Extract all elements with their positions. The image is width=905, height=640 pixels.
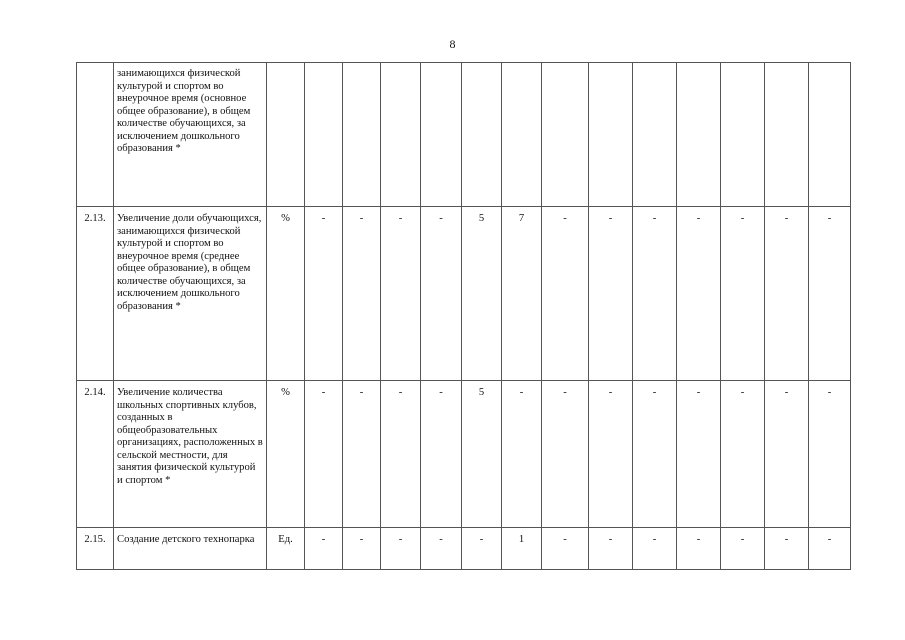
value-cell: -	[677, 528, 721, 570]
value-cell: -	[677, 207, 721, 381]
indicators-table	[76, 62, 851, 570]
value-cell: -	[343, 528, 381, 570]
value-cell: 5	[462, 207, 502, 381]
value-cell	[633, 63, 677, 207]
page-number: 8	[449, 37, 456, 51]
row-number	[77, 63, 114, 207]
value-cell	[502, 63, 542, 207]
value-cell: -	[381, 528, 421, 570]
value-cell: -	[462, 528, 502, 570]
value-cell: -	[633, 207, 677, 381]
value-cell: -	[421, 528, 462, 570]
value-cell: -	[809, 381, 851, 528]
value-cell: -	[343, 381, 381, 528]
value-cell: -	[721, 207, 765, 381]
value-cell	[381, 63, 421, 207]
value-cell: -	[589, 207, 633, 381]
value-cell: -	[721, 381, 765, 528]
value-cell: -	[765, 381, 809, 528]
indicator-name: Создание детского технопарка	[114, 528, 267, 570]
value-cell	[305, 63, 343, 207]
row-number: 2.14.	[77, 381, 114, 528]
value-cell: 5	[462, 381, 502, 528]
value-cell: -	[809, 207, 851, 381]
value-cell: -	[305, 207, 343, 381]
unit-cell: Ед.	[267, 528, 305, 570]
value-cell	[462, 63, 502, 207]
value-cell: -	[542, 207, 589, 381]
table-row	[77, 207, 851, 381]
value-cell: -	[381, 207, 421, 381]
value-cell: -	[765, 207, 809, 381]
table-row	[77, 381, 851, 528]
table-row	[77, 63, 851, 207]
value-cell	[809, 63, 851, 207]
value-cell: -	[589, 528, 633, 570]
value-cell: -	[542, 381, 589, 528]
table-row	[77, 528, 851, 570]
value-cell: 1	[502, 528, 542, 570]
value-cell: -	[381, 381, 421, 528]
row-number: 2.15.	[77, 528, 114, 570]
value-cell: -	[633, 528, 677, 570]
value-cell: -	[502, 381, 542, 528]
value-cell: -	[721, 528, 765, 570]
unit-cell: %	[267, 207, 305, 381]
value-cell	[721, 63, 765, 207]
value-cell	[765, 63, 809, 207]
value-cell: -	[305, 381, 343, 528]
value-cell: -	[343, 207, 381, 381]
indicator-name: занимающихся физической культурой и спортом во внеурочное время (основное общее образование), в общем количестве обучающихся, за исключением дошкольного образования *	[114, 63, 267, 207]
indicator-name: Увеличение доли обучающихся, занимающихся физической культурой и спортом во внеурочное время (среднее общее образование), в общем количестве обучающихся, за исключением дошкольного образования *	[114, 207, 267, 381]
value-cell	[677, 63, 721, 207]
row-number: 2.13.	[77, 207, 114, 381]
value-cell	[343, 63, 381, 207]
value-cell: 7	[502, 207, 542, 381]
unit-cell	[267, 63, 305, 207]
value-cell: -	[421, 207, 462, 381]
value-cell: -	[542, 528, 589, 570]
value-cell: -	[589, 381, 633, 528]
indicator-name: Увеличение количества школьных спортивных клубов, созданных в общеобразовательных организациях, расположенных в сельской местности, для занятия физической культурой и спортом *	[114, 381, 267, 528]
value-cell: -	[677, 381, 721, 528]
value-cell: -	[765, 528, 809, 570]
value-cell: -	[809, 528, 851, 570]
unit-cell: %	[267, 381, 305, 528]
value-cell: -	[633, 381, 677, 528]
value-cell	[542, 63, 589, 207]
value-cell: -	[305, 528, 343, 570]
value-cell	[589, 63, 633, 207]
value-cell: -	[421, 381, 462, 528]
value-cell	[421, 63, 462, 207]
